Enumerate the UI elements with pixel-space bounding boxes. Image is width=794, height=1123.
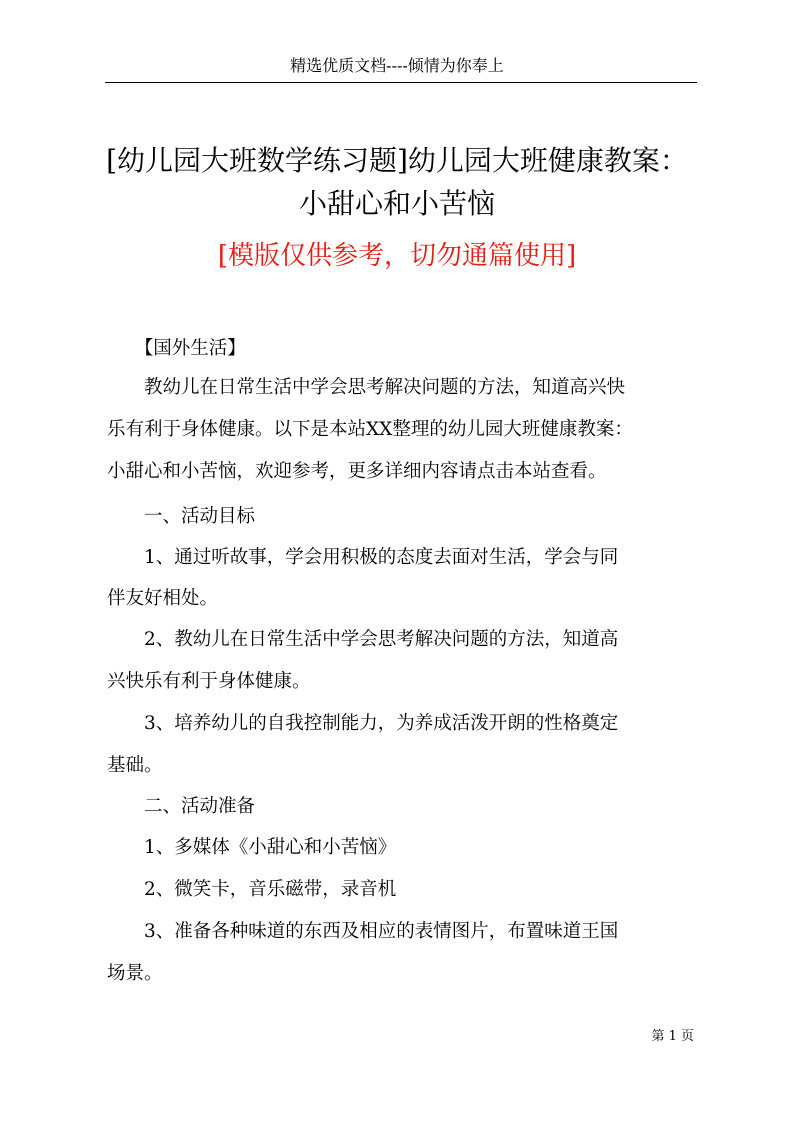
body-line: 基础。	[107, 755, 163, 776]
body-line: 3、准备各种味道的东西及相应的表情图片，布置味道王国	[107, 921, 619, 942]
body-line: 一、活动目标	[107, 506, 256, 527]
body-line: 1、通过听故事，学会用积极的态度去面对生活，学会与同	[107, 547, 619, 568]
body-line: 2、微笑卡，音乐磁带，录音机	[107, 879, 397, 900]
body-line: 兴快乐有利于身体健康。	[107, 671, 311, 692]
body-line: 乐有利于身体健康。以下是本站XX整理的幼儿园大班健康教案：	[107, 419, 633, 440]
page-number: 第 1 页	[651, 1029, 694, 1044]
template-notice: [模版仅供参考，切勿通篇使用]	[217, 241, 577, 271]
body-line: 1、多媒体《小甜心和小苦恼》	[107, 837, 397, 858]
document-title-line-1: [幼儿园大班数学练习题]幼儿园大班健康教案：	[106, 144, 688, 177]
body-line: 场景。	[107, 963, 163, 984]
header-text: 精选优质文档----倾情为你奉上	[290, 56, 504, 75]
header-divider	[105, 82, 697, 83]
body-line: 2、教幼儿在日常生活中学会思考解决问题的方法，知道高	[107, 629, 619, 650]
body-line: 小甜心和小苦恼，欢迎参考，更多详细内容请点击本站查看。	[107, 461, 607, 482]
body-line: 教幼儿在日常生活中学会思考解决问题的方法，知道高兴快	[107, 377, 626, 398]
body-line: 【国外生活】	[107, 338, 246, 359]
body-line: 二、活动准备	[107, 796, 256, 817]
body-line: 伴友好相处。	[107, 588, 219, 609]
document-title-line-2: 小甜心和小苦恼	[298, 187, 495, 220]
body-line: 3、培养幼儿的自我控制能力，为养成活泼开朗的性格奠定	[107, 713, 619, 734]
